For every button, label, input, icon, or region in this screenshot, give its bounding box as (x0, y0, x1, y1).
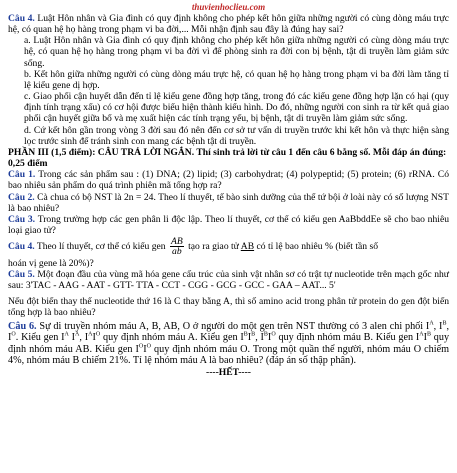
allele-a-sup: A (429, 320, 434, 327)
sup-oo-1: O (138, 343, 144, 350)
part-3-title: PHẦN III (1,5 điểm): CÂU TRẢ LỜI NGẮN. Thí sinh trả lời từ câu 1 đến câu 6 bằng số. Mỗi đáp án đúng: 0,25 điểm (8, 146, 447, 170)
sup-aa-2: A (75, 331, 80, 338)
q6-p6: quy định nhóm máu AB. Kiểu gen I (8, 332, 450, 355)
short-question-5-text: Một đoạn đầu của vùng mã hóa gene cấu trúc của sinh vật nhân sơ có trật tự nucleotide trên mạch gốc như sau: 3'TAC - AAG - AAT - GTT- TTA - CCT - CGG - GCG - GCC - GAA – AAT... 5' (8, 269, 449, 292)
short-question-5-text2: Nếu đột biến thay thế nucleotide thứ 16 là C thay bằng A, thì số amino acid trong phân tử protein do gen đột biến tổng hợp là bao nhiêu? (8, 295, 449, 318)
short-question-1 (8, 169, 449, 191)
short-question-5-number: Câu 5. (8, 269, 35, 281)
sep-3: , (79, 332, 82, 344)
short-question-5 (8, 269, 449, 291)
sup-oo-2: O (146, 343, 152, 350)
sup-ao-2: O (95, 331, 101, 338)
q6-p1: Sự di truyền nhóm máu A, B, AB, O ở người do một gen trên NST thường có 3 alen chi phối I (39, 320, 430, 332)
statement-d: d. Cứ kết hôn gần trong vòng 3 đời sau đó nên đến cơ sở tư vấn di truyền trước khi kết hôn và thực hiện sàng lọc trước sinh để tránh sinh con mang các bệnh tật di truyền. (24, 124, 449, 147)
short-question-6: Câu 6. Sự di truyền nhóm máu A, B, AB, O ở người do một gen trên NST thường có 3 alen chi phối $I^A$, $I^B$, $I^O$. Kiểu gen $I^A$ $I^A$, $I^AI^O$ quy định nhóm máu A. Kiểu gen $I^BI^B$, $I^BI^O$ quy định nhóm máu B. Kiểu gen $I^AI^B$ quy định nhóm máu AB. Kiểu gen $I^OI^O$ quy định nhóm máu O. Trong một quần thể người, nhóm máu O chiếm 4%, nhóm máu B chiếm 21%. Tỉ lệ nhóm máu A là bao nhiêu? (đáp án số thập phân). (8, 320, 450, 367)
q6-p4: quy định (278, 332, 315, 344)
statement-a: a. Luật Hôn nhân và Gia đình có quy định không cho phép kết hôn giữa những người có cùng dòng máu trực hệ, có quan hệ họ hàng trong phạm vi ba đời vì để phòng sinh ra đời con bị bệnh, tật di truyền làm giảm sức sống. (24, 35, 449, 69)
short-question-4-pre: Theo lí thuyết, cơ thể có kiểu gen (36, 241, 166, 253)
short-question-1-text: Trong các sản phẩm sau : (1) DNA; (2) lipid; (3) carbohydrat; (4) polypeptid; (5) protein; (6) rRNA. Có bao nhiêu sản phẩm do quá trình phiên mã tổng hợp ra? (8, 169, 449, 192)
short-question-4-line2: hoán vị gene là 20%)? (8, 258, 94, 270)
short-question-3-number: Câu 3. (8, 213, 36, 225)
short-question-2-number: Câu 2. (8, 191, 35, 203)
short-question-4-number: Câu 4. (8, 241, 35, 253)
allele-b-sup: B (442, 320, 447, 327)
statement-b: b. Kết hôn giữa những người có cùng dòng máu trực hệ, có quan hệ họ hàng trong phạm vi ba đời làm tăng tỉ lệ kiểu gene dị hợp. (24, 68, 449, 91)
short-question-4-post1: tạo ra giao tử (188, 241, 239, 253)
short-question-1-number: Câu 1. (8, 169, 36, 181)
sup-ab-1: A (419, 331, 424, 338)
short-question-6-number: Câu 6. (8, 320, 37, 332)
short-question-2-text: Cà chua có bộ NST là 2n = 24. Theo lí thuyết, tế bào sinh dưỡng của thể tứ bội ở loài này có số lượng NST là bao nhiêu? (8, 191, 449, 214)
question-4-stem (8, 13, 449, 35)
short-question-3-text: Trong trường hợp các gen phân li độc lập. Theo lí thuyết, cơ thể có kiểu gen AaBbddEe sẽ cho bao nhiêu loại giao tử? (8, 213, 449, 236)
genotype-fraction (170, 237, 184, 256)
question-4-text: Luật Hôn nhân và Gia đình có quy định không cho phép kết hôn giữa những người có cùng dòng máu trực hệ, có quan hệ họ hàng trong phạm vi ba đời,... Mỗi nhận định sau đây là đúng hay sai? (8, 13, 450, 36)
sup-bo-2: O (271, 331, 276, 338)
sep-1: , (433, 320, 437, 332)
q6-p7: quy định nhóm máu O. Trong một quần thể người, nhóm máu O chiếm 4%, nhóm máu B chiếm 21%. Tỉ lệ nhóm máu A là bao nhiêu? (đáp án số thập phân). (8, 343, 450, 367)
question-4-number: Câu 4. (8, 13, 35, 24)
short-question-4-post2: có tỉ lệ bao nhiêu % (biết tần số (256, 241, 378, 253)
allele-o-sup: O (11, 331, 16, 338)
short-question-2 (8, 192, 449, 214)
q6-p5: nhóm máu B. Kiểu gen I (317, 332, 420, 344)
end-mark: ----HẾT---- (206, 366, 251, 378)
sep-4: , (255, 332, 258, 344)
sep-2: , (446, 320, 449, 332)
sup-ao-1: A (88, 331, 93, 338)
sup-bb-1: B (243, 331, 248, 338)
q6-p2: Kiểu gen I (21, 332, 65, 344)
gamete-label: AB (240, 241, 255, 253)
short-question-4 (8, 236, 449, 258)
genotype-numerator: AB (170, 236, 183, 248)
dot-1: . (15, 332, 19, 344)
watermark: thuvienhoclieu.com (191, 2, 266, 12)
sup-aa-1: A (64, 331, 69, 338)
statement-c: c. Giao phối cận huyết dẫn đến tỉ lệ kiểu gene đồng hợp tăng, trong đó các kiểu gene đồng hợp lặn có hại (quy định tính trạng xấu) có cơ hội được biểu hiện thành kiểu hình. Do đó, những người con sinh ra từ kết quả giao phối cận huyết giữa bố và mẹ xuất hiện các tính trạng yếu, bị bệnh, tật di truyền làm giảm sức sống. (24, 91, 449, 125)
sup-bb-2: B (251, 331, 256, 338)
sup-bo-1: B (263, 331, 268, 338)
sup-ab-2: B (427, 331, 432, 338)
genotype-denominator: ab (172, 246, 182, 258)
q6-p3: quy định nhóm máu A. Kiểu gen I (102, 332, 244, 344)
short-question-3 (8, 214, 449, 236)
